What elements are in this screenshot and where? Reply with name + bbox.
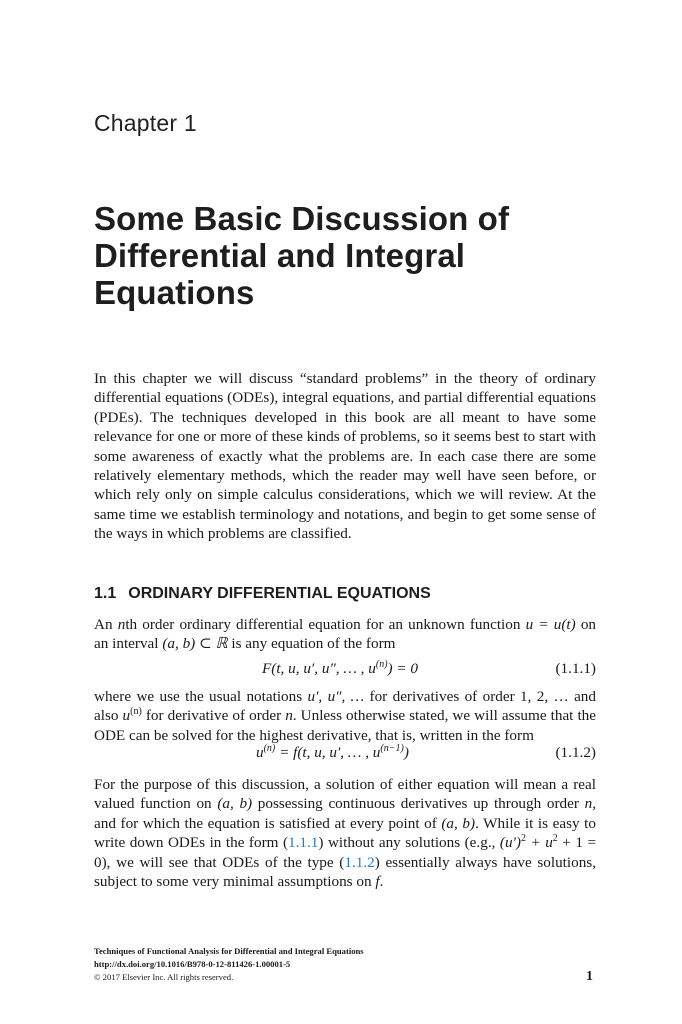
eq-text: u [256, 744, 264, 761]
equation-1-1-2 [94, 744, 596, 764]
text-run: is any equation of the form [227, 635, 396, 653]
text-run: An [94, 616, 118, 633]
page-footer [94, 945, 596, 984]
math-interval: (a, b) ⊂ ℝ [162, 635, 228, 653]
eq-text: ) [403, 744, 409, 761]
eq-superscript: (n−1) [380, 742, 404, 754]
section-title: ORDINARY DIFFERENTIAL EQUATIONS [128, 585, 431, 602]
text-run: , and for which the equation is satisfied at every point of [94, 795, 596, 832]
chapter-title-line-3: Equations [94, 274, 255, 311]
math-n: n [584, 795, 593, 813]
equation-number: (1.1.1) [555, 660, 596, 677]
math-superscript: (n) [130, 706, 142, 718]
equation-body [262, 660, 418, 678]
equation-body [256, 744, 409, 762]
math-example: + 1 = 0 [94, 834, 597, 871]
text-run: ) without any solutions (e.g., [318, 834, 500, 852]
text-run: . While it is easy to write down ODEs in the form ( [94, 814, 596, 852]
math-example: + u [525, 834, 553, 852]
text-run: . [379, 873, 384, 891]
math-u: u [122, 707, 131, 725]
section-heading [94, 585, 431, 603]
math-n: n [285, 707, 293, 725]
paragraph-solution [94, 775, 596, 891]
footer-doi-link[interactable]: http://dx.doi.org/10.1016/B978-0-12-811426-1.00001-5 [94, 959, 291, 969]
math-orders: 1, 2, … [520, 688, 569, 705]
equation-ref-1-1-2[interactable]: 1.1.2 [344, 853, 375, 871]
text-run: and also [94, 688, 596, 725]
text-run: for derivatives of order [364, 688, 521, 705]
chapter-title-line-1: Some Basic Discussion of [94, 200, 510, 237]
math-superscript: 2 [552, 833, 558, 845]
text-run: where we use the usual notations [94, 688, 308, 705]
text-run: th order ordinary differential equation for an unknown function [125, 616, 526, 633]
text-run: possessing continuous derivatives up through order [252, 795, 585, 813]
math-u-of-t: u = u(t) [525, 616, 576, 633]
equation-ref-1-1-1[interactable]: 1.1.1 [288, 834, 319, 852]
chapter-label: Chapter 1 [94, 110, 197, 136]
eq-text: = f(t, u, u′, … , u [275, 744, 381, 761]
math-n: n [117, 616, 126, 633]
intro-paragraph: In this chapter we will discuss “standard problems” in the theory of ordinary differential equations (ODEs), integral equations, and partial differential equations (PDEs). The techniques developed in this book are all meant to have some relevance for one or more of these kinds of problems, so it seems best to start with some awareness of exactly what the problems are. In each case there are some relatively elementary methods, which the reader may well have seen before, or which rely only on simple calculus considerations, which we will review. At the same time we establish terminology and notations, and begin to get some sense of the ways in which problems are classified. [94, 370, 596, 543]
eq-superscript: (n) [263, 742, 276, 754]
paragraph-notation [94, 687, 596, 745]
text-run: ) essentially always have solutions, subject to some very minimal assumptions on [94, 853, 597, 891]
eq-superscript: (n) [375, 658, 388, 670]
equation-1-1-1 [94, 660, 596, 680]
equation-number: (1.1.2) [555, 744, 596, 761]
math-derivative-notation: u′, u″, … [307, 688, 365, 705]
chapter-title [94, 200, 614, 311]
eq-text: ) = 0 [387, 660, 419, 677]
math-interval: (a, b) [441, 814, 476, 832]
math-example: (u′) [499, 834, 521, 852]
math-interval: (a, b) [217, 795, 253, 813]
footer-copyright: © 2017 Elsevier Inc. All rights reserved. [94, 972, 234, 982]
paragraph-ode-definition [94, 615, 596, 654]
section-number: 1.1 [94, 585, 117, 602]
math-f: f [375, 873, 380, 891]
page-number: 1 [586, 969, 593, 984]
eq-text: F(t, u, u′, u″, … , u [262, 660, 376, 677]
footer-book-title: Techniques of Functional Analysis for Differential and Integral Equations [94, 946, 364, 956]
math-superscript: 2 [520, 833, 526, 845]
text-run: on an interval [94, 616, 597, 653]
text-run: ), we will see that ODEs of the type ( [101, 853, 345, 871]
text-run: . Unless otherwise stated, we will assume that the ODE can be solved for the highest derivative, that is, written in the form [94, 707, 597, 744]
chapter-title-line-2: Differential and Integral [94, 237, 466, 274]
text-run: for derivative of order [141, 707, 286, 725]
text-run: For the purpose of this discussion, a solution of either equation will mean a real valued function on [94, 776, 596, 813]
